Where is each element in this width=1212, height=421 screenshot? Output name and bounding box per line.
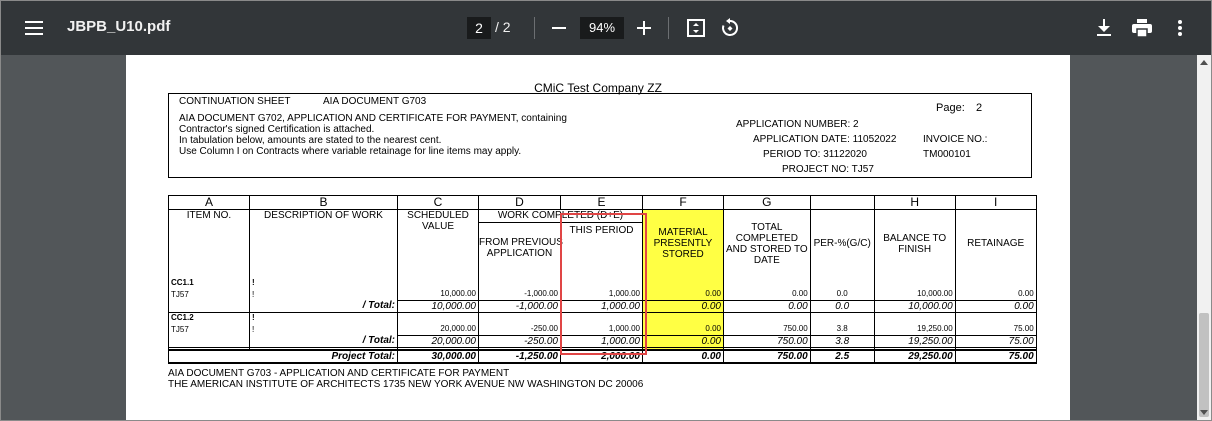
item-no-header: ITEM NO. [169, 210, 250, 278]
subtotal-value: 750.00 [724, 335, 811, 347]
item-number: TJ57 [169, 288, 250, 300]
cell-value: 750.00 [724, 323, 811, 335]
group-code: CC1.2 [169, 312, 250, 323]
subtotal-value: 20,000.00 [398, 335, 479, 347]
project-total-value: 2,000.00 [561, 350, 643, 363]
page-number-input[interactable]: 2 [467, 17, 491, 39]
subtotal-label: / Total: [250, 300, 398, 312]
cell-value: 1,000.00 [561, 323, 643, 335]
project-total-label: Project Total: [169, 350, 398, 363]
description-line: Use Column I on Contracts where variable retainage for line items may apply. [179, 146, 522, 157]
column-letter: F [643, 196, 724, 210]
description-line: AIA DOCUMENT G702, APPLICATION AND CERTIFICATE FOR PAYMENT, containing [179, 113, 567, 124]
continuation-label: CONTINUATION SHEET [179, 96, 291, 107]
hamburger-menu-icon[interactable] [22, 16, 46, 40]
column-letter: H [874, 196, 955, 210]
cell-value: 0.0 [810, 288, 874, 300]
project-total-value: 30,000.00 [398, 350, 479, 363]
item-marker: ! [250, 323, 398, 335]
from-previous-header: FROM PREVIOUS APPLICATION [479, 223, 561, 277]
subtotal-value: 10,000.00 [874, 300, 955, 312]
scroll-down-icon[interactable] [1200, 410, 1208, 415]
cell-value: 0.00 [724, 288, 811, 300]
scheduled-value-header: SCHEDULED VALUE [398, 210, 479, 278]
application-date: APPLICATION DATE: 11052022 [753, 134, 897, 145]
item-marker: ! [250, 288, 398, 300]
total-completed-header: TOTAL COMPLETED AND STORED TO DATE [724, 210, 811, 278]
scroll-up-icon[interactable] [1200, 60, 1208, 65]
more-vertical-icon[interactable] [1168, 16, 1192, 40]
cell-value: 10,000.00 [874, 288, 955, 300]
toolbar-divider [534, 17, 535, 39]
aia-document-label: AIA DOCUMENT G703 [323, 96, 427, 107]
zoom-input[interactable]: 94% [580, 17, 624, 39]
subtotal-value: 0.00 [724, 300, 811, 312]
page-number: 2 [976, 102, 983, 114]
column-letter: A [169, 196, 250, 210]
item-number: TJ57 [169, 323, 250, 335]
cell-value: -1,000.00 [479, 288, 561, 300]
subtotal-value: -250.00 [479, 335, 561, 347]
group-marker: ! [250, 277, 398, 288]
column-letter [810, 196, 874, 210]
application-number: APPLICATION NUMBER: 2 [736, 119, 859, 130]
cell-value: -250.00 [479, 323, 561, 335]
balance-header: BALANCE TO FINISH [874, 210, 955, 278]
plus-icon[interactable] [632, 16, 656, 40]
column-letter: C [398, 196, 479, 210]
column-letter: D [479, 196, 561, 210]
cell-value: 0.00 [643, 323, 724, 335]
document-viewport[interactable] [1, 55, 1197, 420]
percent-header: PER-%(G/C) [810, 210, 874, 278]
material-stored-header: MATERIAL PRESENTLY STORED [643, 210, 724, 278]
this-period-annotation [560, 213, 647, 355]
scrollbar-thumb[interactable] [1199, 313, 1209, 417]
project-total-value: 75.00 [955, 350, 1036, 363]
project-total-value: 0.00 [643, 350, 724, 363]
toolbar [1, 1, 1211, 55]
vertical-scrollbar[interactable] [1197, 55, 1211, 420]
group-code: CC1.1 [169, 277, 250, 288]
pdf-page [126, 55, 1070, 420]
period-to: PERIOD TO: 31122020 [763, 149, 867, 160]
fit-page-icon[interactable] [684, 16, 708, 40]
subtotal-value: 10,000.00 [398, 300, 479, 312]
column-letter: G [724, 196, 811, 210]
cell-value: 19,250.00 [874, 323, 955, 335]
subtotal-value: 0.0 [810, 300, 874, 312]
description-line: In tabulation below, amounts are stated to the nearest cent. [179, 135, 442, 146]
description-line: Contractor's signed Certification is attached. [179, 124, 375, 135]
project-total-value: 29,250.00 [874, 350, 955, 363]
subtotal-value: 0.00 [643, 335, 724, 347]
project-number: PROJECT NO: TJ57 [782, 164, 874, 175]
column-letter: E [561, 196, 643, 210]
cell-value: 75.00 [955, 323, 1036, 335]
subtotal-value: 3.8 [810, 335, 874, 347]
subtotal-value: 0.00 [643, 300, 724, 312]
footer-line: AIA DOCUMENT G703 - APPLICATION AND CERTIFICATE FOR PAYMENT [168, 368, 510, 379]
header-box [168, 93, 1032, 178]
group-marker: ! [250, 312, 398, 323]
page-label: Page: [936, 102, 965, 114]
subtotal-value: 0.00 [955, 300, 1036, 312]
this-period-header: THIS PERIOD [569, 225, 634, 236]
subtotal-value: -1,000.00 [479, 300, 561, 312]
work-completed-header: WORK COMPLETED (D+E) FROM PREVIOUS APPLICATION THIS PERIOD [479, 210, 643, 278]
cell-value: 0.00 [955, 288, 1036, 300]
subtotal-value: 1,000.00 [561, 300, 643, 312]
print-icon[interactable] [1130, 16, 1154, 40]
retainage-header: RETAINAGE [955, 210, 1036, 278]
cell-value: 1,000.00 [561, 288, 643, 300]
cell-value: 20,000.00 [398, 323, 479, 335]
project-total-value: 750.00 [724, 350, 811, 363]
document-footer [168, 368, 643, 390]
project-total-value: 2.5 [810, 350, 874, 363]
download-icon[interactable] [1092, 16, 1116, 40]
column-letter-row [169, 196, 1037, 210]
minus-icon[interactable] [547, 16, 571, 40]
column-letter: B [250, 196, 398, 210]
column-letter: I [955, 196, 1036, 210]
page-count: / 2 [495, 19, 511, 35]
invoice-label: INVOICE NO.: [923, 134, 988, 145]
cell-value: 3.8 [810, 323, 874, 335]
invoice-number: TM000101 [923, 149, 971, 160]
cell-value: 10,000.00 [398, 288, 479, 300]
footer-line: THE AMERICAN INSTITUTE OF ARCHITECTS 1735 NEW YORK AVENUE NW WASHINGTON DC 20006 [168, 379, 644, 390]
rotate-icon[interactable] [718, 16, 742, 40]
subtotal-value: 75.00 [955, 335, 1036, 347]
subtotal-label: / Total: [250, 335, 398, 347]
subtotal-value: 1,000.00 [561, 335, 643, 347]
cell-value: 0.00 [643, 288, 724, 300]
description-header: DESCRIPTION OF WORK [250, 210, 398, 278]
project-total-value: -1,250.00 [479, 350, 561, 363]
file-name: JBPB_U10.pdf [67, 18, 171, 35]
subtotal-value: 19,250.00 [874, 335, 955, 347]
company-name: CMiC Test Company ZZ [534, 81, 662, 95]
toolbar-divider [668, 17, 669, 39]
